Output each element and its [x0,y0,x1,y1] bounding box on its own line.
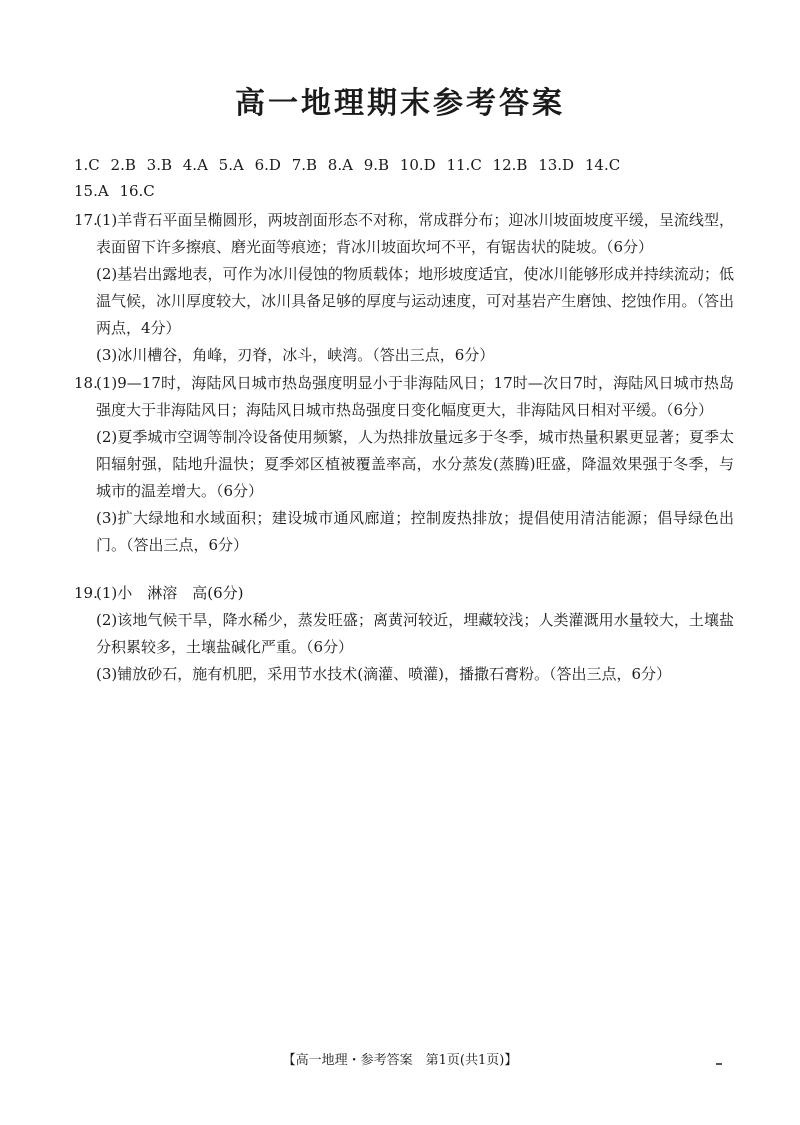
question-number: 18. [74,374,98,392]
question-18 [74,370,734,559]
question-17 [74,207,734,369]
answer-part-1: (1)9—17时，海陆风日城市热岛强度明显小于非海陆风日；17时—次日7时，海陆风日城市热岛强度大于非海陆风日；海陆风日城市热岛强度日变化幅度更大，非海陆风日相对平缓。（6分） [96,374,734,419]
answer-part-2: (2)该地气候干旱，降水稀少，蒸发旺盛；离黄河较近，埋藏较浅；人类灌溉用水量较大，土壤盐分积累较多，土壤盐碱化严重。（6分） [96,611,734,656]
answer-part-2: (2)基岩出露地表，可作为冰川侵蚀的物质载体；地形坡度适宜，使冰川能够形成并持续流动；低温气候，冰川厚度较大，冰川具备足够的厚度与运动速度，可对基岩产生磨蚀、挖蚀作用。（答出两点，4分） [96,265,734,337]
answer-part-2: (2)夏季城市空调等制冷设备使用频繁，人为热排放量远多于冬季，城市热量积累更显著；夏季太阳辐射强，陆地升温快；夏季郊区植被覆盖率高，水分蒸发(蒸腾)旺盛，降温效果强于冬季，与城市的温差增大。（6分） [96,428,734,500]
page-footer: 【高一地理・参考答案 第1页(共1页)】 [282,1053,518,1068]
answer-part-3: (3)铺放砂石，施有机肥，采用节水技术(滴灌、喷灌)，播撒石膏粉。（答出三点，6分） [96,665,671,683]
question-number: 17. [74,211,98,229]
corner-mark [716,1063,722,1065]
answer-part-1: (1)小 淋溶 高(6分) [96,584,244,602]
answer-part-3: (3)扩大绿地和水域面积；建设城市通风廊道；控制废热排放；提倡使用清洁能源；倡导绿色出门。（答出三点，6分） [96,509,734,554]
multiple-choice-answers-line-2: 15.A 16.C [74,182,155,200]
question-number: 19. [74,584,98,602]
question-19 [74,580,734,688]
page-title: 高一地理期末参考答案 [235,86,565,121]
multiple-choice-answers-line-1: 1.C 2.B 3.B 4.A 5.A 6.D 7.B 8.A 9.B 10.D 11.C 12.B 13.D 14.C [74,156,621,174]
answer-part-1: (1)羊背石平面呈椭圆形，两坡剖面形态不对称，常成群分布；迎冰川坡面坡度平缓，呈流线型，表面留下许多擦痕、磨光面等痕迹；背冰川坡面坎坷不平，有锯齿状的陡坡。（6分） [96,211,734,256]
answer-part-3: (3)冰川槽谷，角峰，刃脊，冰斗，峡湾。（答出三点，6分） [96,346,495,364]
